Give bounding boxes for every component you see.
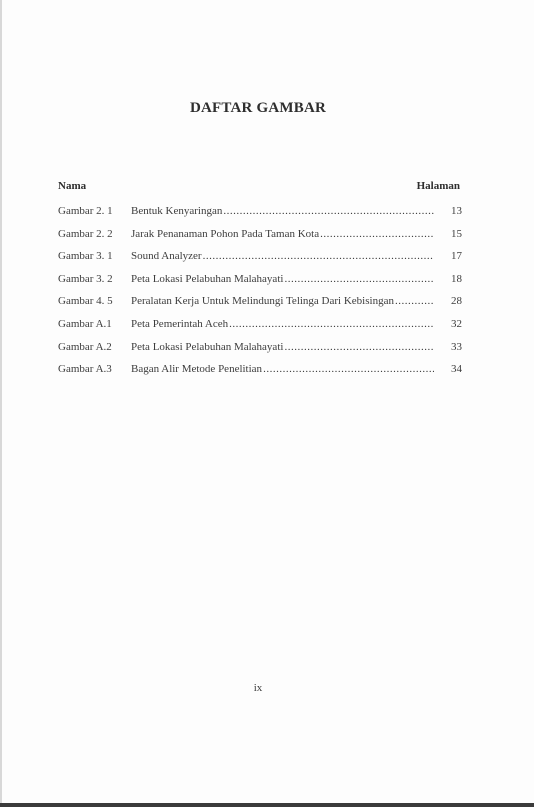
figure-page: 18 [451,272,462,285]
name-column-header: Nama [58,180,87,192]
figure-title-line [131,271,434,287]
figure-title: Peta Lokasi Pelabuhan Malahayati [131,272,284,285]
figure-title: Bentuk Kenyaringan [131,205,223,217]
figure-title: Jarak Penanaman Pohon Pada Taman Kota [131,227,320,240]
figure-number: Gambar 3. 1 [58,250,113,263]
figure-title: Sound Analyzer [131,250,202,263]
dot-leader [203,248,434,264]
figure-entry [58,339,462,362]
page-column-header: Halaman [416,180,460,192]
table-header [58,180,460,196]
figure-entry [58,293,462,316]
figure-title-line [131,316,434,332]
figure-title: Peta Lokasi Pelabuhan Malahayati [131,340,284,353]
figure-title-line [131,226,434,242]
figure-page: 13 [451,205,462,217]
figure-number: Gambar 2. 2 [58,227,113,240]
figure-page: 28 [451,295,462,308]
figure-title-line [131,293,434,309]
figure-number: Gambar 3. 2 [58,272,113,285]
figure-entry [58,226,462,249]
figure-title-line [131,361,434,377]
figure-page: 32 [451,317,462,330]
figure-title: Peralatan Kerja Untuk Melindungi Telinga Dari Kebisingan [131,295,394,308]
figure-title-line [131,339,434,355]
figure-number: Gambar 4. 5 [58,295,113,308]
dot-leader [320,226,434,242]
figure-page: 17 [451,250,462,263]
figure-entry [58,361,462,384]
figure-page: 34 [451,363,462,376]
page-number: ix [253,682,263,694]
scan-bottom-edge [0,803,534,807]
figure-title-line [131,203,434,219]
dot-leader [284,339,434,355]
figure-title-line [131,248,434,264]
figure-entry [58,271,462,294]
figure-list [58,203,462,384]
dot-leader [223,203,434,219]
figure-page: 33 [451,340,462,353]
figure-entry [58,248,462,271]
dot-leader [284,271,434,287]
figure-number: Gambar 2. 1 [58,205,113,217]
figure-number: Gambar A.1 [58,317,112,330]
figure-number: Gambar A.3 [58,363,112,376]
dot-leader [229,316,434,332]
figure-entry [58,316,462,339]
figure-number: Gambar A.2 [58,340,112,353]
page-title: DAFTAR GAMBAR [189,100,327,116]
figure-title: Bagan Alir Metode Penelitian [131,363,263,376]
dot-leader [395,293,434,309]
figure-title: Peta Pemerintah Aceh [131,317,229,330]
figure-entry [58,203,462,226]
figure-page: 15 [451,227,462,240]
dot-leader [263,361,434,377]
